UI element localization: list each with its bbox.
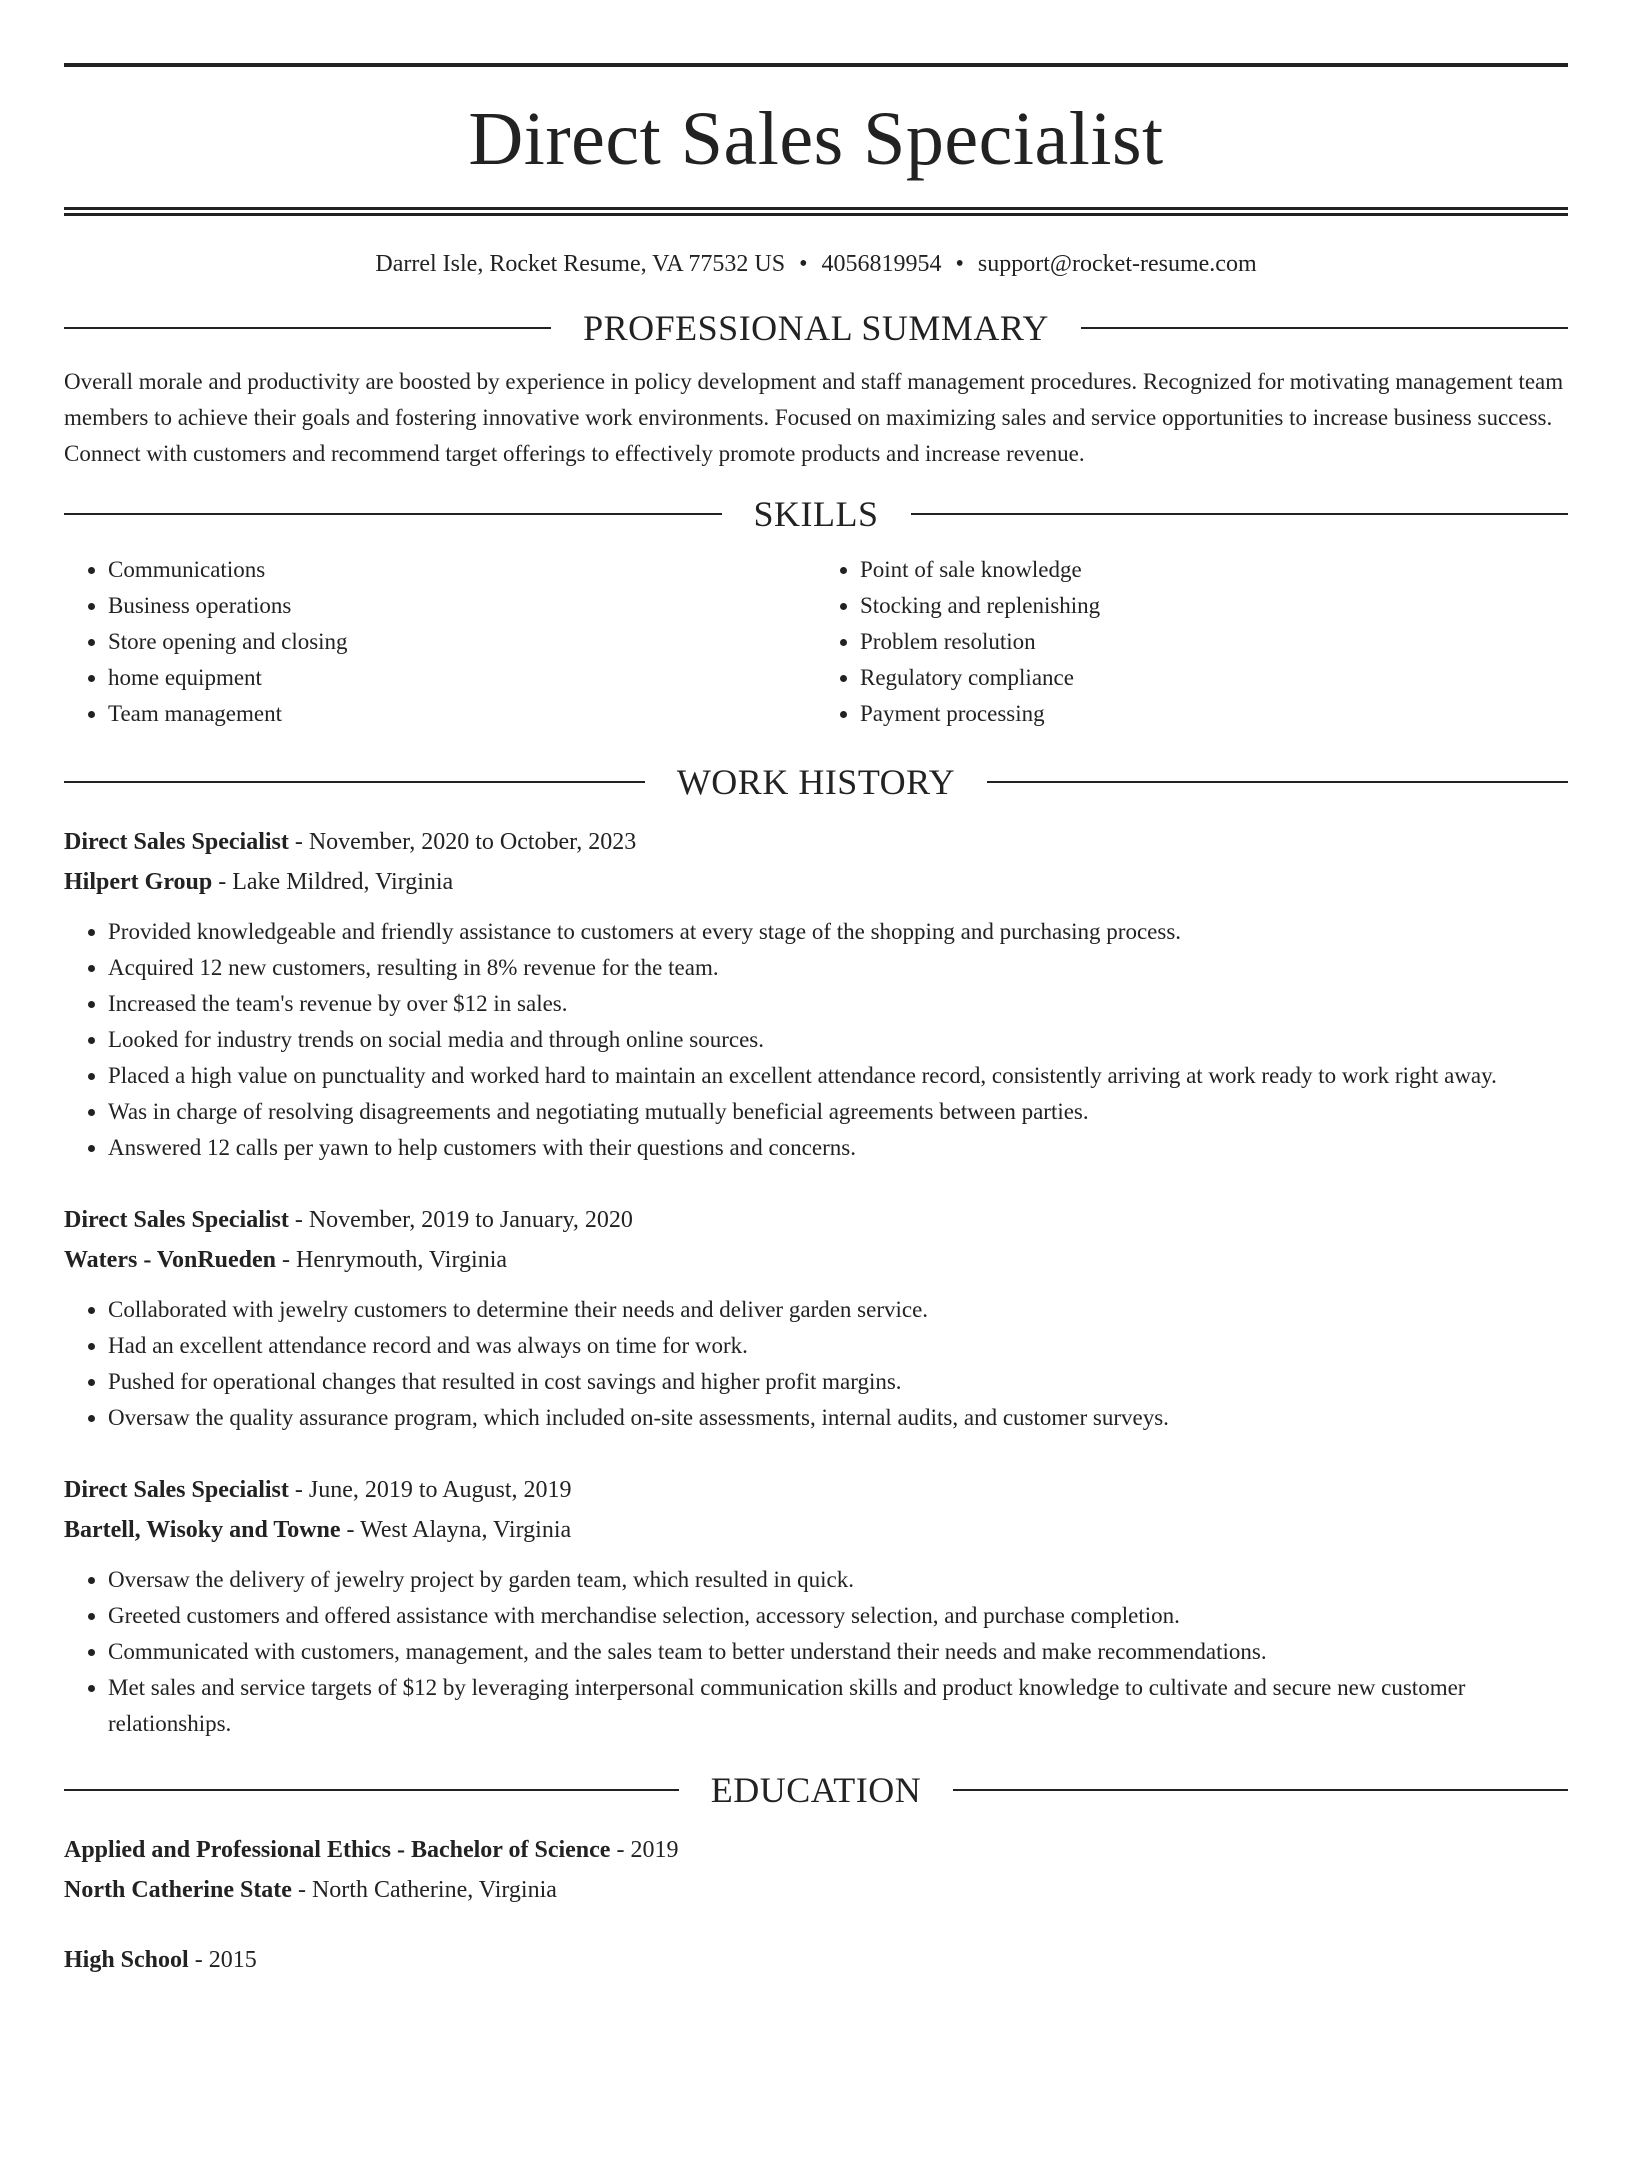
skill-item: • Store opening and closing	[108, 624, 816, 660]
education-entry	[64, 1830, 1568, 1910]
job-bullet: • Acquired 12 new customers, resulting in 8% revenue for the team.	[108, 950, 1568, 986]
education-year: - 2015	[188, 1946, 257, 1973]
job-company: Hilpert Group	[64, 868, 213, 895]
skill-item: • Team management	[108, 696, 816, 732]
education-degree-line	[64, 1940, 1568, 1980]
education-location: - North Catherine, Virginia	[291, 1876, 557, 1903]
skill-item: • Business operations	[108, 588, 816, 624]
job-bullet: • Communicated with customers, management, and the sales team to better understand their needs and make recommendations.	[108, 1634, 1568, 1670]
job-bullet: • Provided knowledgeable and friendly assistance to customers at every stage of the shopping and purchasing process.	[108, 914, 1568, 950]
job-bullet: • Collaborated with jewelry customers to determine their needs and deliver garden service.	[108, 1292, 1568, 1328]
education-year: - 2019	[610, 1836, 679, 1863]
job-bullet: • Oversaw the delivery of jewelry project by garden team, which resulted in quick.	[108, 1562, 1568, 1598]
job-company: Waters - VonRueden	[64, 1246, 277, 1273]
job-title-line	[64, 822, 1568, 862]
heading-rule	[953, 1789, 1568, 1791]
job-location: - Lake Mildred, Virginia	[212, 868, 454, 895]
skill-item: • Regulatory compliance	[860, 660, 1568, 696]
job-dates: - June, 2019 to August, 2019	[288, 1476, 572, 1503]
heading-rule	[987, 781, 1568, 783]
section-heading-education	[64, 1769, 1568, 1810]
job-bullets	[64, 914, 1568, 1166]
section-title: PROFESSIONAL SUMMARY	[583, 307, 1049, 348]
summary-text: Overall morale and productivity are boosted by experience in policy development and staff management procedures. Recognized for motivating management team members to achieve their goals and fostering innovative work environments. Focused on maximizing sales and service opportunities to increase business success. Connect with customers and recommend target offerings to effectively promote products and increase revenue.	[64, 368, 1564, 466]
job-dates: - November, 2020 to October, 2023	[288, 828, 637, 855]
job-entry	[64, 1470, 1568, 1742]
section-heading-work	[64, 761, 1568, 802]
job-title-line	[64, 1470, 1568, 1510]
job-bullet: • Had an excellent attendance record and was always on time for work.	[108, 1328, 1568, 1364]
education-school: North Catherine State	[64, 1876, 292, 1903]
job-title: Direct Sales Specialist	[64, 1476, 289, 1503]
heading-rule	[64, 781, 645, 783]
section-heading-summary	[64, 307, 1568, 348]
contact-line	[64, 250, 1568, 279]
title-double-rule	[64, 207, 1568, 216]
skill-item: • Communications	[108, 552, 816, 588]
job-bullet: • Answered 12 calls per yawn to help customers with their questions and concerns.	[108, 1130, 1568, 1166]
top-rule	[64, 63, 1568, 67]
job-entry	[64, 1200, 1568, 1436]
education-entry	[64, 1940, 1568, 1980]
job-company-line	[64, 862, 1568, 902]
section-heading-skills	[64, 493, 1568, 534]
section-title: WORK HISTORY	[676, 761, 956, 802]
skill-item: • Point of sale knowledge	[860, 552, 1568, 588]
contact-separator: •	[955, 251, 964, 277]
contact-address: Darrel Isle, Rocket Resume, VA 77532 US	[375, 251, 786, 277]
skill-item: • Problem resolution	[860, 624, 1568, 660]
section-title: SKILLS	[753, 493, 879, 534]
skills-column-right	[816, 552, 1568, 732]
job-bullet: • Pushed for operational changes that resulted in cost savings and higher profit margins.	[108, 1364, 1568, 1400]
skill-item: • Payment processing	[860, 696, 1568, 732]
job-title: Direct Sales Specialist	[64, 828, 289, 855]
contact-separator: •	[799, 251, 808, 277]
education-school-line	[64, 1870, 1568, 1910]
job-bullets	[64, 1292, 1568, 1436]
skill-item: • Stocking and replenishing	[860, 588, 1568, 624]
job-bullet: • Placed a high value on punctuality and worked hard to maintain an excellent attendance record, consistently arriving at work ready to work right away.	[108, 1058, 1568, 1094]
resume-title: Direct Sales Specialist	[468, 97, 1164, 181]
resume-page	[0, 63, 1632, 2175]
skills-column-left	[64, 552, 816, 732]
job-bullet: • Looked for industry trends on social media and through online sources.	[108, 1022, 1568, 1058]
education-degree-line	[64, 1830, 1568, 1870]
job-dates: - November, 2019 to January, 2020	[288, 1206, 633, 1233]
skill-item: • home equipment	[108, 660, 816, 696]
contact-phone[interactable]: 4056819954	[821, 251, 942, 277]
job-entry	[64, 822, 1568, 1166]
job-title: Direct Sales Specialist	[64, 1206, 289, 1233]
job-bullet: • Greeted customers and offered assistance with merchandise selection, accessory selection, and purchase completion.	[108, 1598, 1568, 1634]
job-location: - West Alayna, Virginia	[340, 1516, 572, 1543]
skills-list	[64, 552, 1568, 732]
contact-email[interactable]: support@rocket-resume.com	[977, 251, 1257, 277]
job-company-line	[64, 1510, 1568, 1550]
section-title: EDUCATION	[710, 1769, 922, 1810]
job-company: Bartell, Wisoky and Towne	[64, 1516, 341, 1543]
job-bullet: • Oversaw the quality assurance program, which included on-site assessments, internal audits, and customer surveys.	[108, 1400, 1568, 1436]
education-degree: High School	[64, 1946, 189, 1973]
education-degree: Applied and Professional Ethics - Bachelor of Science	[64, 1836, 611, 1863]
job-bullet: • Increased the team's revenue by over $12 in sales.	[108, 986, 1568, 1022]
job-bullet: • Met sales and service targets of $12 by leveraging interpersonal communication skills and product knowledge to cultivate and secure new customer relationships.	[108, 1670, 1568, 1742]
job-title-line	[64, 1200, 1568, 1240]
job-company-line	[64, 1240, 1568, 1280]
heading-rule	[911, 513, 1569, 515]
job-location: - Henrymouth, Virginia	[276, 1246, 508, 1273]
heading-rule	[64, 1789, 679, 1791]
job-bullets	[64, 1562, 1568, 1742]
heading-rule	[64, 327, 551, 329]
heading-rule	[64, 513, 722, 515]
heading-rule	[1081, 327, 1568, 329]
job-bullet: • Was in charge of resolving disagreements and negotiating mutually beneficial agreements between parties.	[108, 1094, 1568, 1130]
